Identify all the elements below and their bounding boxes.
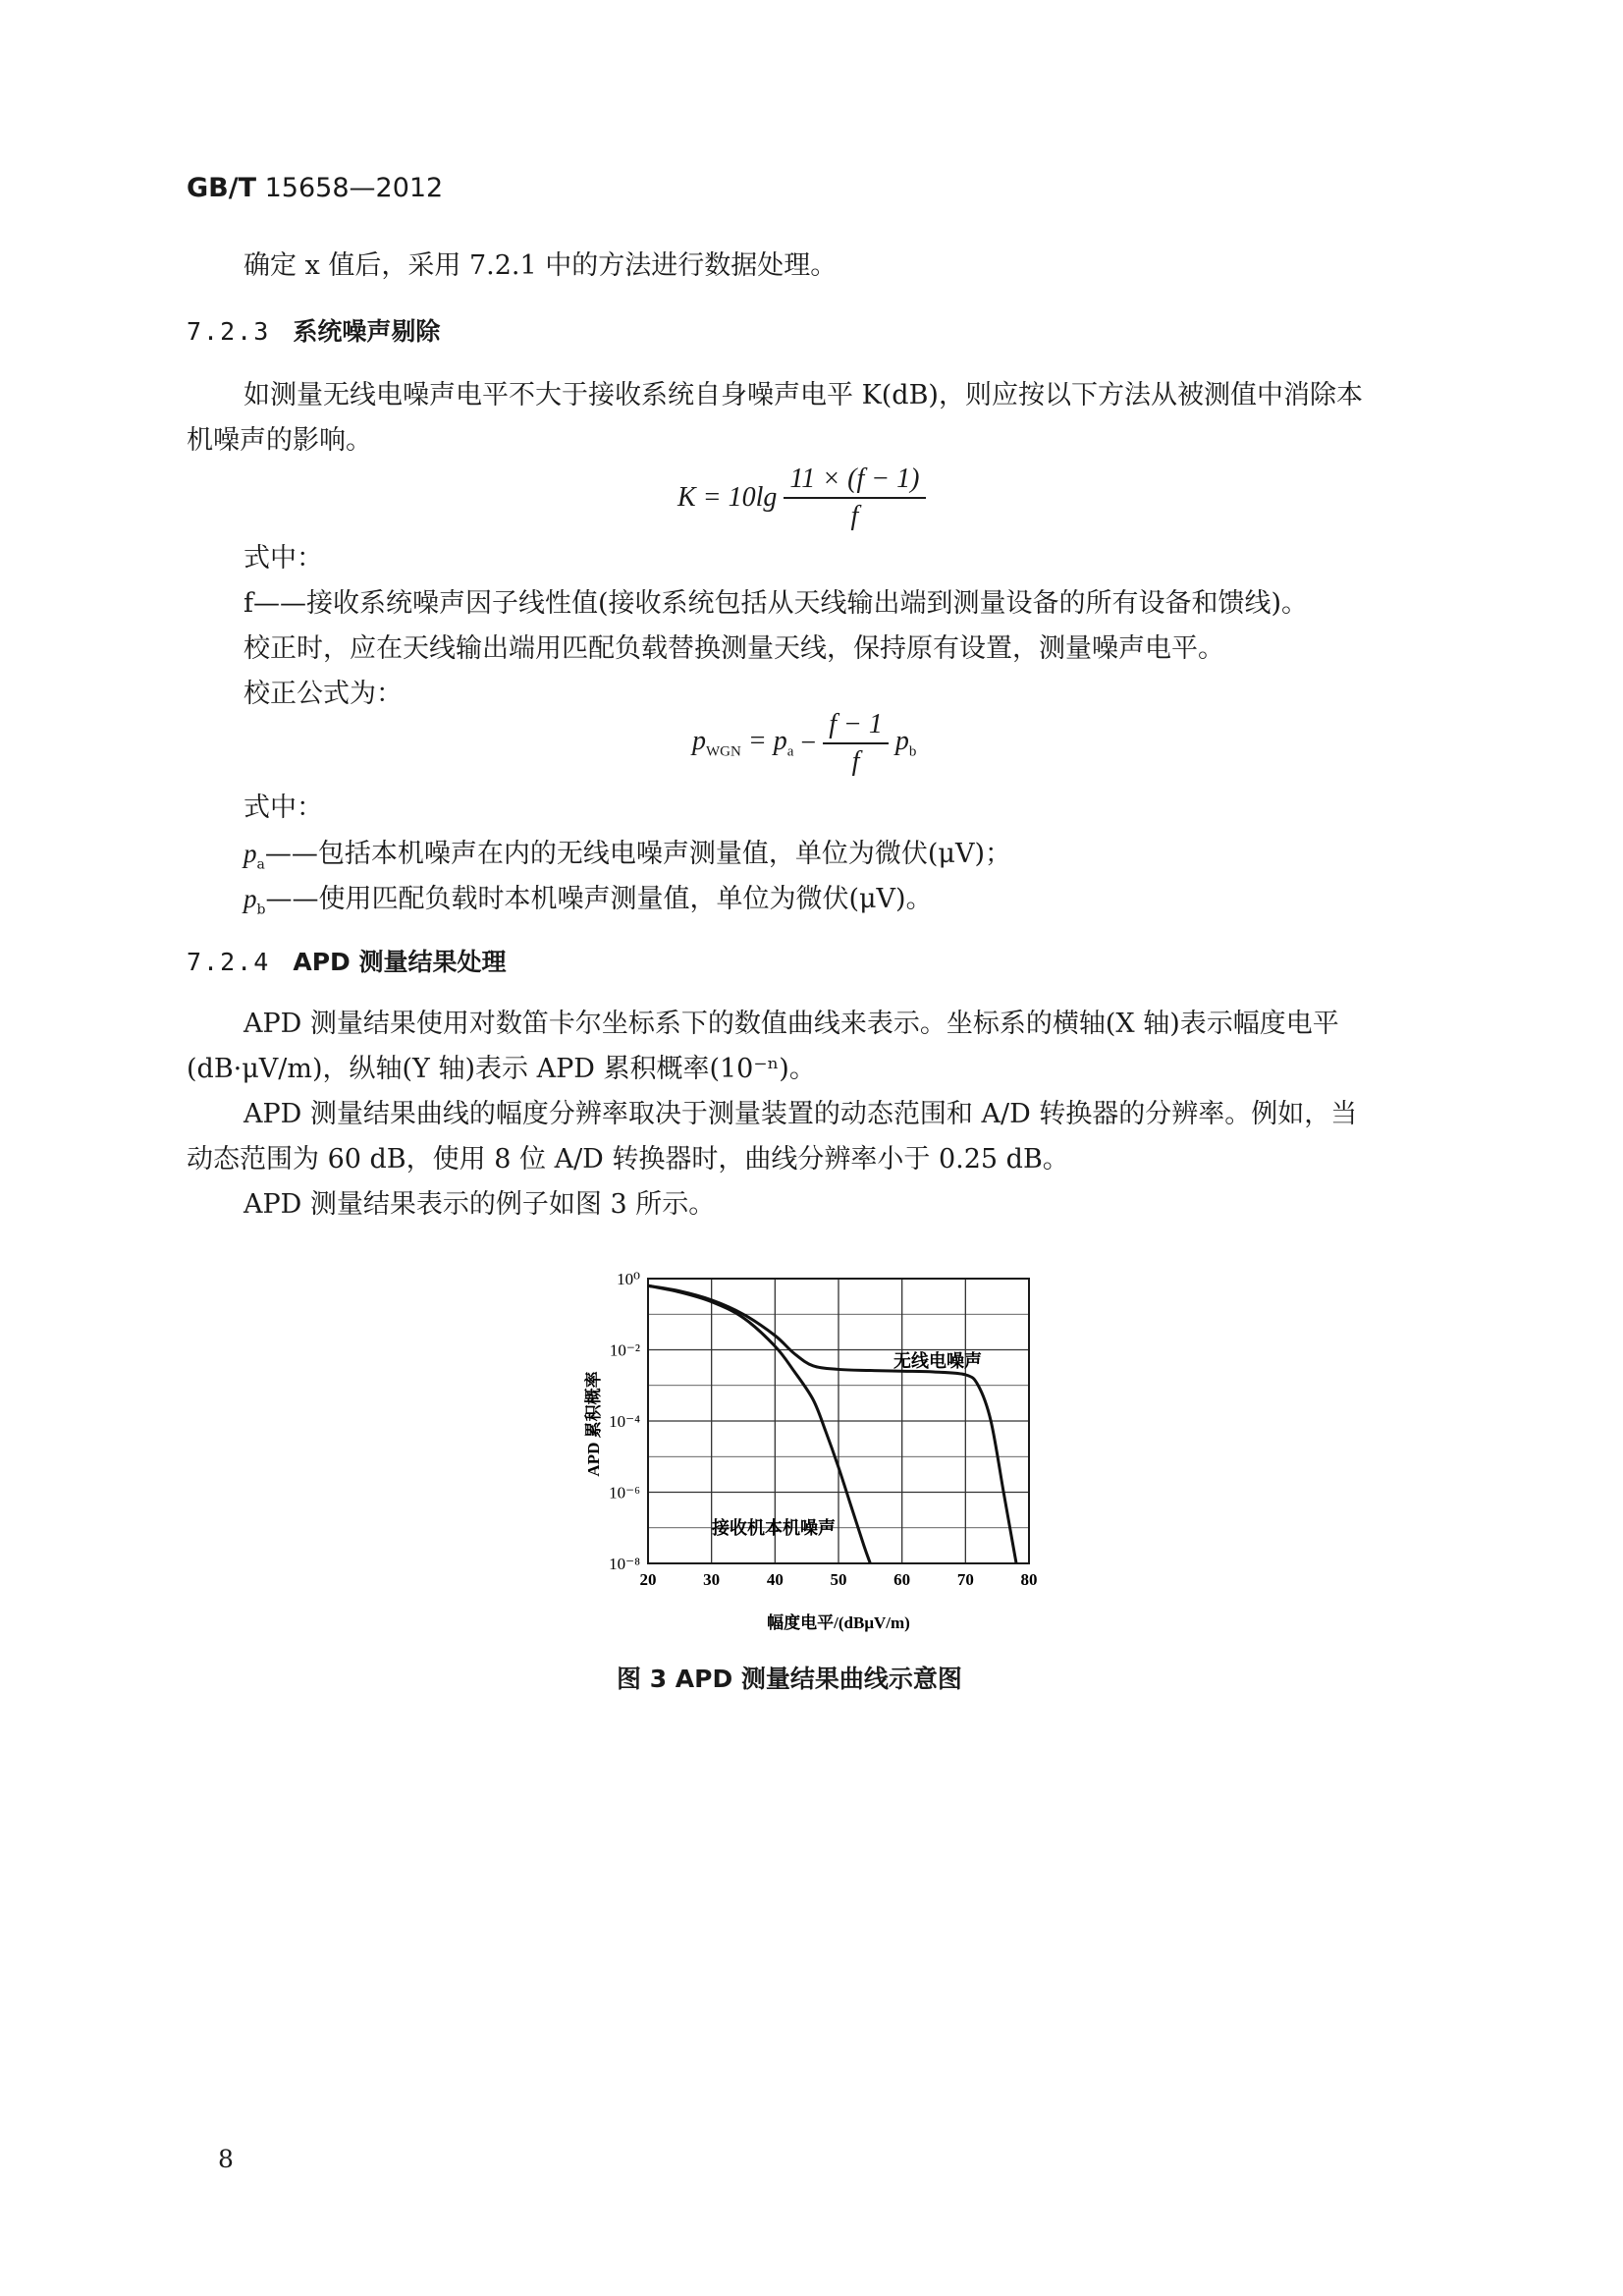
standard-number: 15658—2012	[264, 173, 444, 203]
x-tick-label: 30	[703, 1570, 721, 1589]
equation-pwgn	[692, 709, 916, 778]
y-tick-label: 10⁻⁶	[609, 1483, 640, 1503]
equation-k	[677, 464, 926, 532]
equation-pwgn-numerator: f − 1	[823, 709, 889, 744]
section-7-2-4-heading	[187, 943, 507, 978]
equation-pa-subscript: a	[786, 743, 794, 760]
figure-caption: 图 3 APD 测量结果曲线示意图	[617, 1665, 962, 1693]
equation-pwgn-subscript: WGN	[706, 743, 741, 760]
paragraph-resolution-line2: 动态范围为 60 dB，使用 8 位 A/D 转换器时，曲线分辨率小于 0.25 dB。	[187, 1144, 1069, 1175]
annotation-receiver-noise: 接收机本机噪声	[712, 1518, 836, 1538]
y-tick-label: 10⁻²	[609, 1340, 640, 1360]
pb-text: ——使用匹配负载时本机噪声测量值，单位为微伏(μV)。	[265, 884, 933, 914]
pa-text: ——包括本机噪声在内的无线电噪声测量值，单位为微伏(μV)；	[264, 839, 1011, 869]
equation-pa: = p	[747, 726, 787, 757]
pa-subscript: a	[256, 856, 265, 873]
paragraph-apd-line1: APD 测量结果使用对数笛卡尔坐标系下的数值曲线来表示。坐标系的横轴(X 轴)表示幅度电平	[243, 1009, 1339, 1039]
document-header	[187, 173, 443, 203]
equation-k-numerator: 11 × (f − 1)	[784, 464, 925, 499]
where-label-1: 式中：	[243, 543, 323, 574]
paragraph-noise-line1: 如测量无线电噪声电平不大于接收系统自身噪声电平 K(dB)，则应按以下方法从被测值中消除本	[243, 380, 1363, 410]
y-tick-label: 10⁻⁸	[609, 1555, 640, 1573]
equation-pwgn-symbol: p	[692, 726, 706, 757]
x-tick-label: 40	[766, 1570, 784, 1589]
page-number: 8	[218, 2145, 234, 2173]
y-tick-labels	[609, 1270, 640, 1573]
pb-symbol: p	[243, 884, 257, 913]
x-tick-label: 50	[830, 1570, 847, 1589]
equation-pb-subscript: b	[908, 743, 917, 760]
equation-pb: p	[894, 726, 909, 757]
x-tick-labels	[640, 1570, 1038, 1589]
definition-pb	[243, 876, 933, 932]
equation-k-denominator: f	[850, 501, 859, 531]
y-axis-label: APD 累积概率	[584, 1371, 603, 1477]
paragraph-noise-line2: 机噪声的影响。	[187, 425, 372, 456]
x-tick-label: 20	[639, 1570, 657, 1589]
equation-k-fraction	[784, 464, 925, 532]
section-title: 系统噪声剔除	[293, 317, 441, 346]
paragraph-resolution-line1: APD 测量结果曲线的幅度分辨率取决于测量装置的动态范围和 A/D 转换器的分辨率。例如，当	[243, 1099, 1358, 1129]
section-number: 7.2.4	[187, 948, 271, 976]
annotation-radio-noise: 无线电噪声	[893, 1351, 982, 1371]
where-label-2: 式中：	[243, 793, 323, 823]
pb-subscript: b	[256, 902, 266, 918]
standard-prefix: GB/T	[187, 173, 257, 203]
section-7-2-3-heading	[187, 312, 440, 348]
chart-grid	[648, 1279, 1029, 1563]
x-tick-label: 60	[893, 1570, 911, 1589]
apd-chart	[569, 1247, 1080, 1640]
section-number: 7.2.3	[187, 317, 271, 346]
paragraph-x-value: 确定 x 值后，采用 7.2.1 中的方法进行数据处理。	[243, 250, 838, 281]
y-tick-label: 10⁰	[617, 1270, 640, 1288]
pa-symbol: p	[243, 839, 257, 868]
paragraph-apd-line2: (dB·μV/m)，纵轴(Y 轴)表示 APD 累积概率(10⁻ⁿ)。	[187, 1054, 816, 1084]
equation-pwgn-denominator: f	[851, 746, 860, 777]
paragraph-formula-intro: 校正公式为：	[243, 679, 403, 709]
x-axis-label: 幅度电平/(dBμV/m)	[767, 1613, 910, 1632]
equation-pwgn-fraction	[823, 709, 889, 778]
paragraph-calibration: 校正时，应在天线输出端用匹配负载替换测量天线，保持原有设置，测量噪声电平。	[243, 633, 1224, 664]
y-tick-label: 10⁻⁴	[609, 1412, 640, 1431]
section-title: APD 测量结果处理	[293, 948, 507, 976]
equation-k-lhs: K = 10lg	[677, 482, 778, 513]
x-tick-label: 70	[956, 1570, 974, 1589]
x-tick-label: 80	[1020, 1570, 1038, 1589]
paragraph-figure-ref: APD 测量结果表示的例子如图 3 所示。	[243, 1189, 716, 1220]
definition-f: f——接收系统噪声因子线性值(接收系统包括从天线输出端到测量设备的所有设备和馈线)。	[243, 588, 1309, 619]
equation-minus: −	[800, 728, 817, 758]
